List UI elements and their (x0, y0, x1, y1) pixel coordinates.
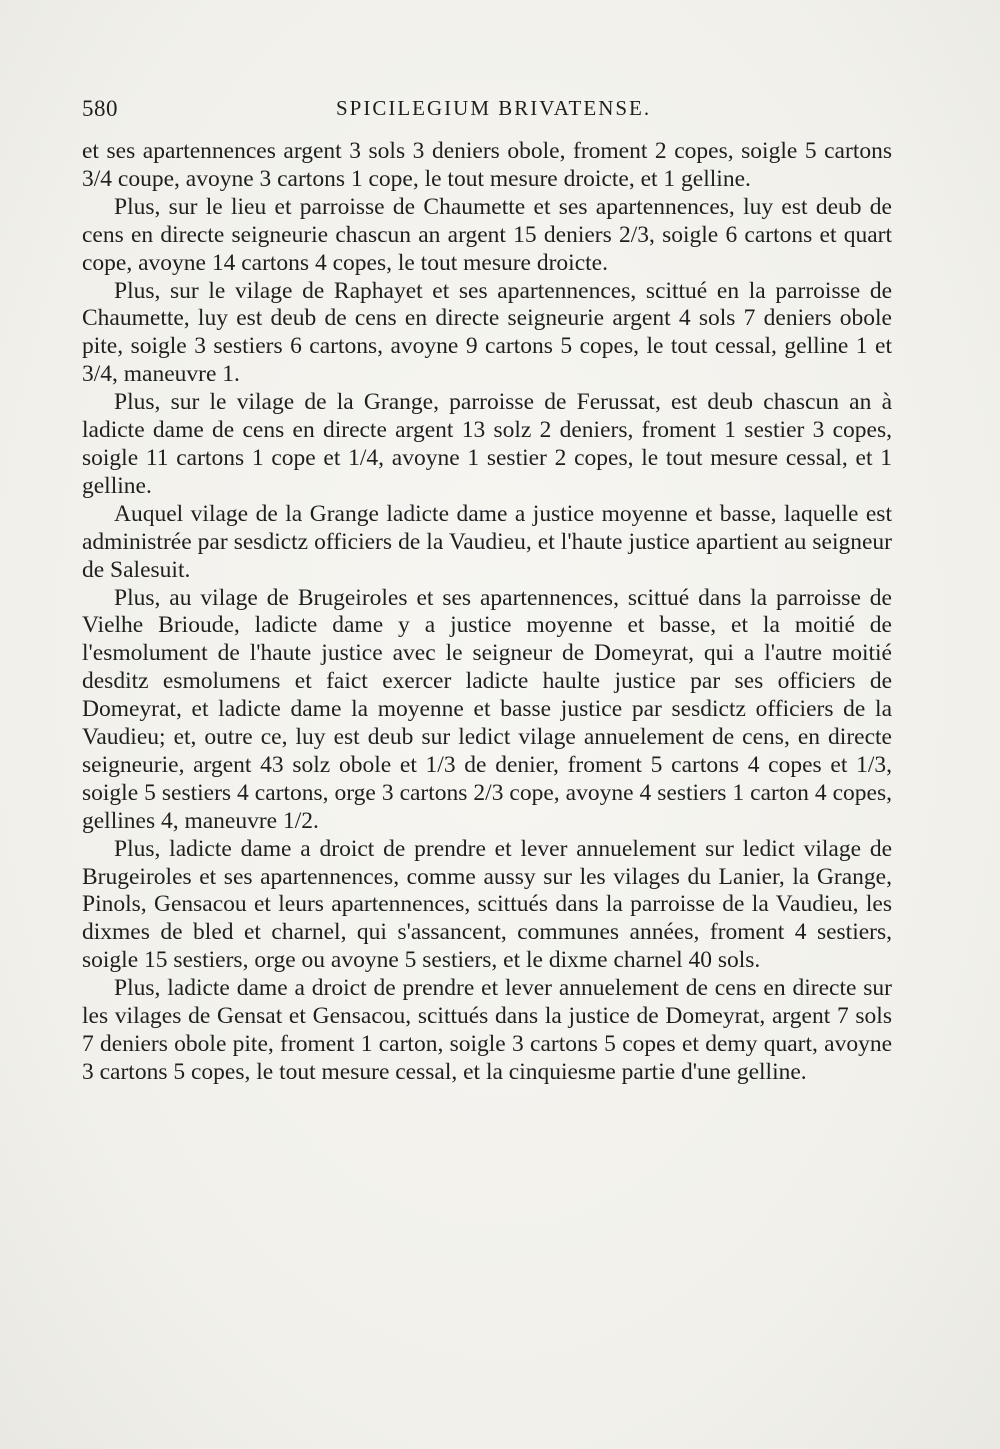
paragraph-chaumette: Plus, sur le lieu et parroisse de Chaumette et ses apartennences, luy est deub de cens en directe seigneurie chascun an argent 15 deniers 2/3, soigle 6 cartons et quart cope, avoyne 14 cartons 4 copes, le tout mesure droicte. (82, 193, 892, 276)
paragraph-grange: Plus, sur le vilage de la Grange, parroisse de Ferussat, est deub chascun an à ladicte dame de cens en directe argent 13 solz 2 deniers, froment 1 sestier 3 copes, soigle 11 cartons 1 cope et 1/4, avoyne 1 sestier 2 copes, le tout mesure cessal, et 1 gelline. (82, 389, 892, 499)
paragraph-grange-justice: Auquel vilage de la Grange ladicte dame a justice moyenne et basse, laquelle est administrée par sesdictz officiers de la Vaudieu, et l'haute justice apartient au seigneur de Salesuit. (82, 500, 892, 583)
page-number: 580 (82, 96, 118, 121)
paragraph-dixmes: Plus, ladicte dame a droict de prendre et lever annuelement sur ledict vilage de Brugeiroles et ses apartennences, comme aussy sur les vilages du Lanier, la Grange, Pinols, Gensacou et leurs apartennences, scittués dans la parroisse de la Vaudieu, les dixmes de bled et charnel, qui s'assancent, communes années, froment 4 sestiers, soigle 15 sestiers, orge ou avoyne 5 sestiers, et le dixme charnel 40 sols. (82, 835, 892, 974)
page-header (82, 96, 892, 126)
running-title: SPICILEGIUM BRIVATENSE. (336, 96, 652, 120)
paragraph-gensat: Plus, ladicte dame a droict de prendre et lever annuelement de cens en directe sur les vilages de Gensat et Gensacou, scittués dans la justice de Domeyrat, argent 7 sols 7 deniers obole pite, froment 1 carton, soigle 3 cartons 5 copes et demy quart, avoyne 3 cartons 5 copes, le tout mesure cessal, et la cinquiesme partie d'une gelline. (82, 975, 892, 1085)
paragraph-brugeiroles: Plus, au vilage de Brugeiroles et ses apartennences, scittué dans la parroisse de Vielhe Brioude, ladicte dame y a justice moyenne et basse, et la moitié de l'esmolument de l'haute justice avec le seigneur de Domeyrat, qui a l'autre moitié desditz esmolumens et faict exercer ladicte haulte justice par ses officiers de Domeyrat, et ladicte dame la moyenne et basse justice par sesdictz officiers de la Vaudieu; et, outre ce, luy est deub sur ledict vilage annuelement de cens, en directe seigneurie, argent 43 solz obole et 1/3 de denier, froment 5 cartons 4 copes et 1/3, soigle 5 sestiers 4 cartons, orge 3 cartons 2/3 cope, avoyne 4 sestiers 1 carton 4 copes, gellines 4, maneuvre 1/2. (82, 584, 892, 834)
paragraph-raphayet: Plus, sur le vilage de Raphayet et ses apartennences, scittué en la parroisse de Chaumette, luy est deub de cens en directe seigneurie argent 4 sols 7 deniers obole pite, soigle 3 sestiers 6 cartons, avoyne 9 cartons 5 copes, le tout cessal, gelline 1 et 3/4, maneuvre 1. (82, 277, 892, 388)
body-text (82, 138, 892, 1087)
paragraph-continuation: et ses apartennences argent 3 sols 3 deniers obole, froment 2 copes, soigle 5 cartons 3/4 coupe, avoyne 3 cartons 1 cope, le tout mesure droicte, et 1 gelline. (82, 138, 892, 192)
